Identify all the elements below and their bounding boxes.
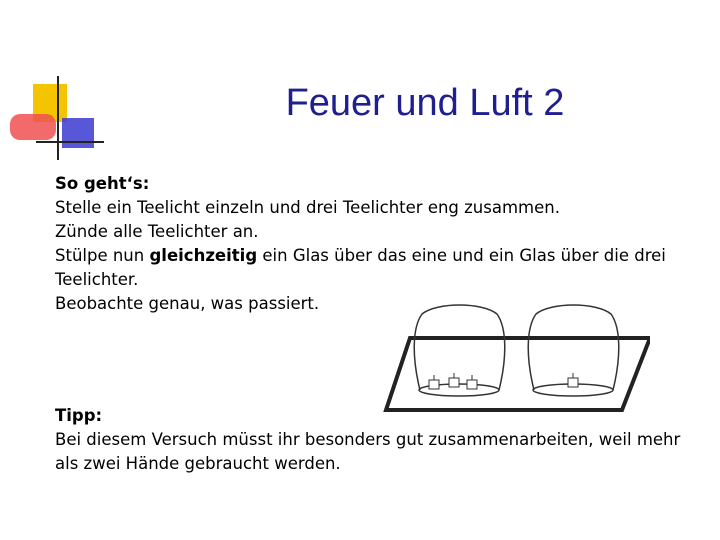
step-1: Stelle ein Teelicht einzeln und drei Teelichter eng zusammen. (55, 198, 560, 217)
step-3-pre: Stülpe nun (55, 246, 150, 265)
step-3-emphasis: gleichzeitig (149, 246, 258, 265)
step-3 (55, 244, 695, 292)
instructions (55, 172, 695, 316)
experiment-illustration (382, 298, 650, 416)
step-4: Beobachte genau, was passiert. (55, 294, 320, 313)
slide-title: Feuer und Luft 2 (285, 82, 565, 124)
tray-shape (386, 338, 650, 410)
step-3-post: ein Glas über das eine und ein Glas über die drei Teelichter. (55, 246, 666, 289)
tip-heading: Tipp: (55, 406, 103, 425)
decorative-logo-icon (0, 0, 110, 170)
step-2: Zünde alle Teelichter an. (55, 222, 259, 241)
tip-text: Bei diesem Versuch müsst ihr besonders gut zusammenarbeiten, weil mehr als zwei Hände gebraucht werden. (55, 430, 681, 473)
tip-section (55, 404, 695, 476)
instructions-heading: So geht‘s: (55, 174, 150, 193)
